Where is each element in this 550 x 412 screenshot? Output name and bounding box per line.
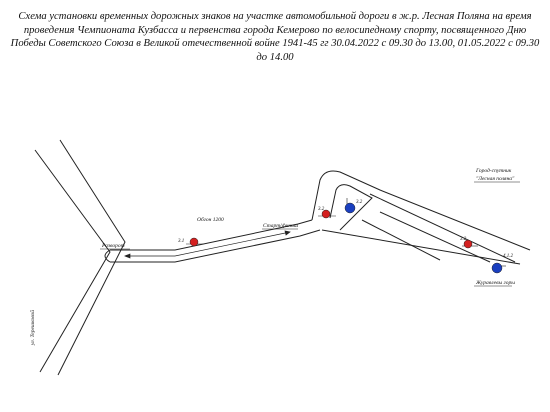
sign-number-label: 3.2	[460, 237, 467, 242]
street-tereshkovoy-right-edge	[58, 140, 125, 375]
street-label: ул. Терешковой	[30, 309, 36, 345]
scheme-title: Схема установки временных дорожных знаков на участке автомобильной дороги в ж.р. Лесная Поляна на время проведения Чемпионата Кузбасса и первенства города Кемерово по велосипедному спорту, посвященного Дню Победы Советского Союза в Великой отечественной войне 1941-45 гг 30.04.2022 с 09.30 до 13.00, 01.05.2022 с 09.30 до 14.00	[10, 11, 540, 63]
sign-mandatory-1	[345, 198, 355, 213]
sign-number-label: 3.2	[356, 200, 363, 205]
street-tereshkovoy-left-edge	[35, 150, 110, 372]
city-road-branch-2	[380, 212, 490, 262]
sign-number-label: 3.2	[318, 207, 325, 212]
arrow-head-2	[285, 231, 290, 235]
city-satellite-label: Город-спутник	[476, 168, 512, 174]
sign-number-label: 3.1	[178, 239, 185, 244]
hill-label: Журавлевы горы	[476, 280, 515, 286]
distance-label: Обгон 1200	[197, 217, 224, 223]
city-loop-outer	[312, 171, 530, 250]
city-road-lower	[322, 230, 520, 264]
city-road-upper	[370, 194, 515, 262]
sign-mandatory-2	[492, 263, 506, 273]
city-road-branch	[362, 220, 440, 260]
start-finish-label: Старт/финиш	[263, 223, 298, 229]
sign-number-label: 4.1.2	[503, 254, 513, 259]
main-road-bottom-edge	[110, 230, 320, 262]
arrow-head-1	[125, 254, 130, 258]
city-name-label: "Лесная поляна"	[476, 176, 515, 182]
turnaround-label: Разворот	[102, 243, 125, 249]
